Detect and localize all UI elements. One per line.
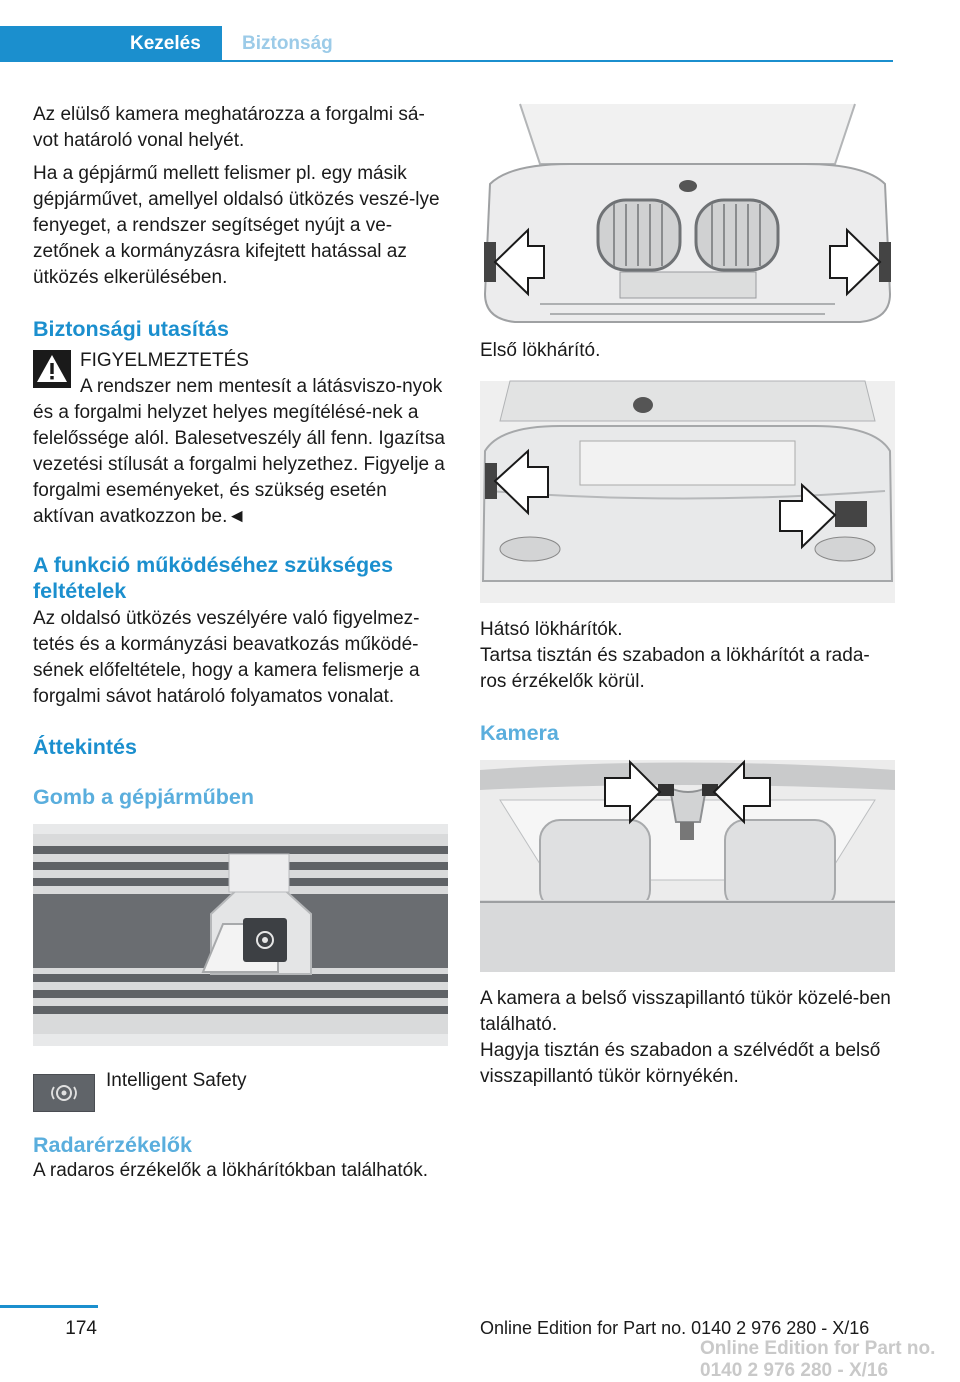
intro-paragraph-1: Az elülső kamera meghatározza a forgalmi sá-vot határoló vonal helyét. [33, 104, 425, 151]
intelligent-safety-row [33, 1068, 449, 1132]
button-heading: Gomb a gépjárműben [33, 785, 255, 809]
function-text: Az oldalsó ütközés veszélyére való figyelmez-tetés és a kormányzási beavatkozás működé-sének előfeltétele, hogy a kamera felismerje a forgalmi sávot határoló folyamatos vonalat. [33, 608, 420, 707]
intro-paragraph-2: Ha a gépjármű mellett felismer pl. egy másik gépjárművet, amellyel oldalsó ütközés veszé-lye fenyeget, a rendszer segítséget nyújt a ve-zetőnek a kormányzásra kifejtett hatással az ütközés elkerülésében. [33, 163, 440, 288]
camera-illustration [480, 760, 895, 972]
right-column [480, 104, 896, 1097]
front-bumper-illustration [480, 104, 895, 326]
page-header [0, 0, 960, 62]
tab-kezeles[interactable]: Kezelés [0, 26, 222, 62]
warning-title: FIGYELMEZTETÉS [80, 350, 249, 371]
rear-bumper-caption: Hátsó lökhárítók. [480, 619, 623, 640]
safety-heading: Biztonsági utasítás [33, 317, 229, 341]
rear-bumper-illustration [480, 381, 895, 603]
edition-text: Online Edition for Part no. 0140 2 976 280 - X/16 [480, 1318, 870, 1338]
intelligent-safety-label: Intelligent Safety [106, 1070, 247, 1091]
function-heading: A funkció működéséhez szükséges feltételek [33, 553, 394, 603]
camera-figure [480, 760, 895, 972]
warning-triangle-icon [33, 350, 71, 388]
front-bumper-figure [480, 104, 895, 326]
left-column [33, 102, 449, 1191]
camera-caption: A kamera a belső visszapillantó tükör közelé-ben található. [480, 988, 891, 1035]
front-bumper-caption: Első lökhárító. [480, 340, 601, 361]
header-rule [0, 60, 893, 62]
footer-rule [0, 1305, 98, 1308]
camera-text: Hagyja tisztán és szabadon a szélvédőt a belső visszapillantó tükör környékén. [480, 1040, 881, 1087]
rear-bumper-text: Tartsa tisztán és szabadon a lökhárítót a rada-ros érzékelők körül. [480, 645, 870, 692]
warning-text: A rendszer nem mentesít a látásviszo-nyok és a forgalmi helyzet helyes megítélésé-nek a felelőssége alól. Balesetveszély áll fenn. Igazítsa vezetési stílusát a forgalmi helyzethez. Figyelje a forgalmi eseményeket, és szükség esetén aktívan avatkozzon be.◄ [33, 376, 445, 527]
intelligent-safety-button-icon [33, 1074, 95, 1112]
watermark: Online Edition for Part no. 0140 2 976 280 - X/16 [700, 1338, 936, 1381]
camera-heading: Kamera [480, 721, 559, 745]
overview-heading: Áttekintés [33, 735, 137, 759]
warning-block [33, 348, 449, 400]
button-figure [33, 824, 448, 1046]
page-number: 174 [65, 1318, 97, 1339]
button-illustration [33, 824, 448, 1046]
radar-text: A radaros érzékelők a lökhárítókban találhatók. [33, 1160, 429, 1181]
tab-biztonsag[interactable]: Biztonság [242, 33, 333, 54]
rear-bumper-figure [480, 381, 895, 603]
radar-heading: Radarérzékelők [33, 1133, 192, 1157]
